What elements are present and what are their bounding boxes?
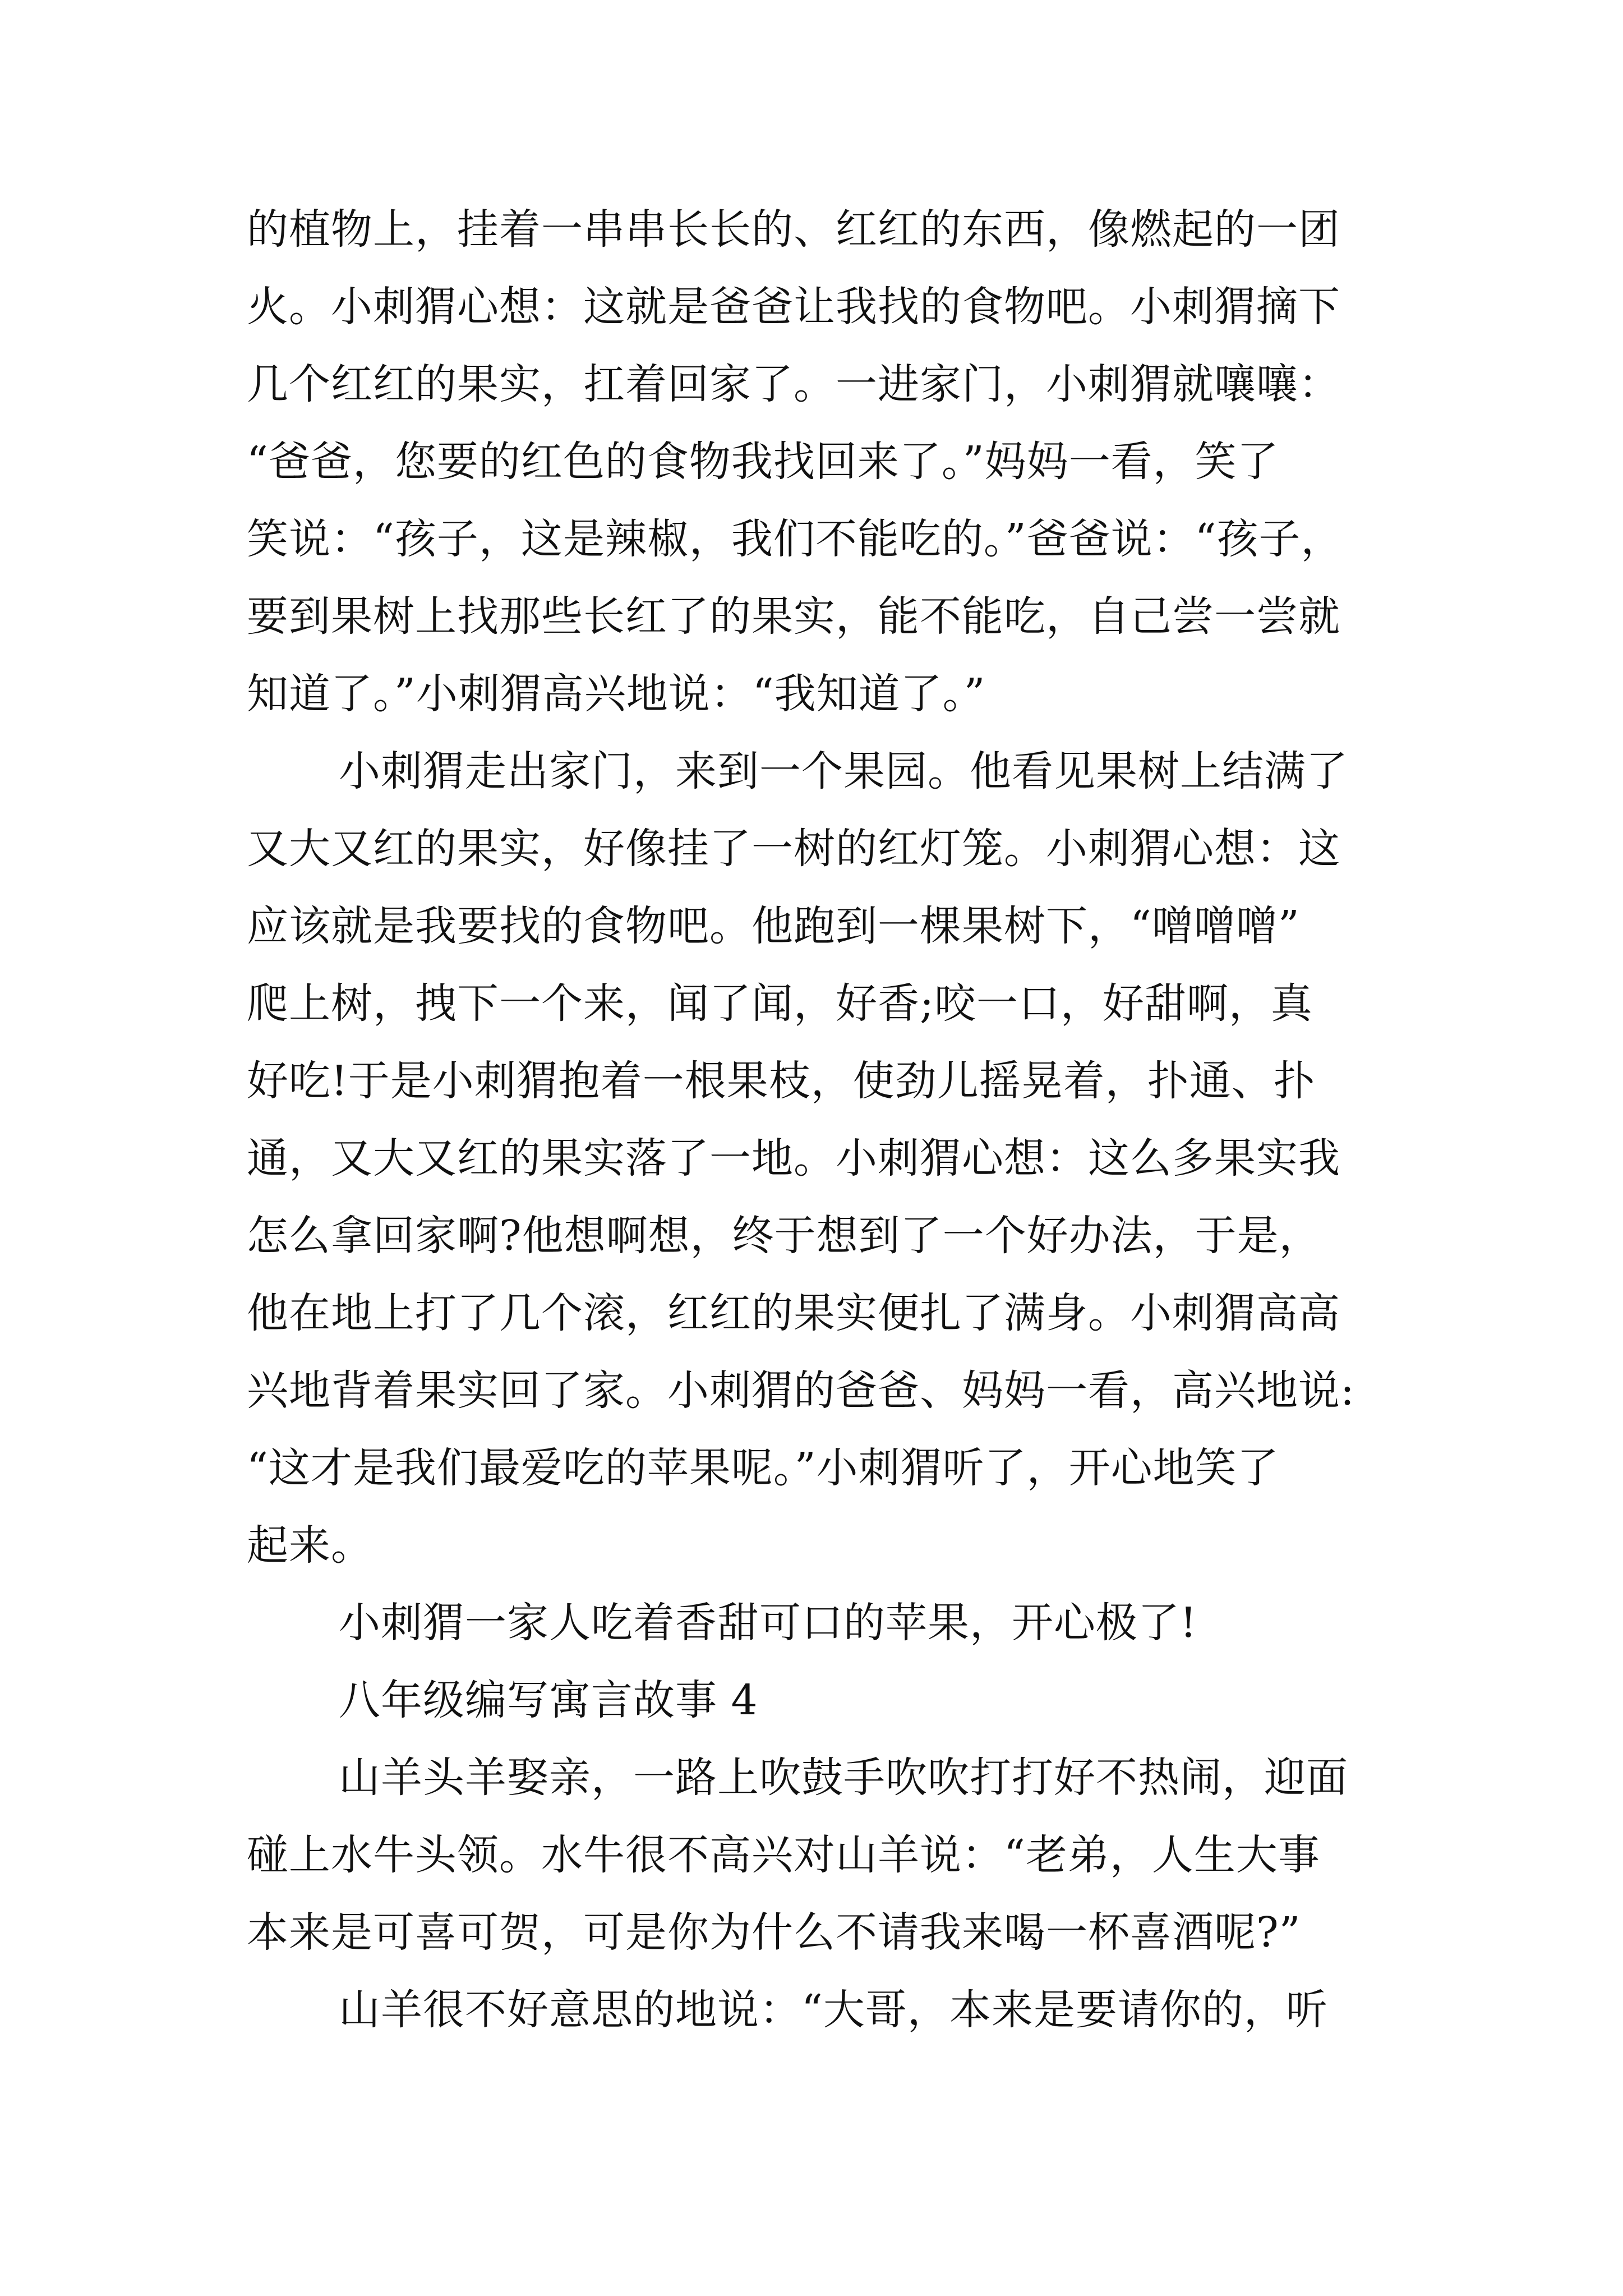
text-line: 通，又大又红的果实落了一地。小刺猬心想：这么多果实我	[247, 1134, 1340, 1182]
text-line: 的植物上，挂着一串串长长的、红红的东西，像燃起的一团	[247, 205, 1340, 254]
text-line: 要到果树上找那些长红了的果实，能不能吃，自己尝一尝就	[247, 592, 1340, 641]
section-heading: 八年级编写寓言故事 4	[339, 1676, 758, 1724]
paragraph-first-line: 山羊头羊娶亲，一路上吹鼓手吹吹打打好不热闹，迎面	[339, 1754, 1348, 1802]
text-line: “爸爸，您要的红色的食物我找回来了。”妈妈一看，笑了	[247, 438, 1279, 486]
text-line: 碰上水牛头领。水牛很不高兴对山羊说：“老弟，人生大事	[247, 1831, 1320, 1879]
document-body	[247, 191, 1391, 2049]
paragraph-first-line: 小刺猬走出家门，来到一个果园。他看见果树上结满了	[339, 747, 1348, 795]
text-line: 火。小刺猬心想：这就是爸爸让我找的食物吧。小刺猬摘下	[247, 283, 1340, 331]
text-line: 他在地上打了几个滚，红红的果实便扎了满身。小刺猬高高	[247, 1289, 1340, 1337]
text-line: 兴地背着果实回了家。小刺猬的爸爸、妈妈一看，高兴地说:	[247, 1366, 1355, 1415]
text-line: 起来。	[247, 1521, 373, 1570]
text-line: 几个红红的果实，扛着回家了。一进家门，小刺猬就嚷嚷：	[247, 360, 1340, 408]
text-line: 笑说：“孩子，这是辣椒，我们不能吃的。”爸爸说：“孩子，	[247, 515, 1343, 563]
text-line: 又大又红的果实，好像挂了一树的红灯笼。小刺猬心想：这	[247, 825, 1340, 873]
paragraph-first-line: 小刺猬一家人吃着香甜可口的苹果，开心极了!	[339, 1599, 1197, 1647]
text-line: 好吃!于是小刺猬抱着一根果枝，使劲儿摇晃着，扑通、扑	[247, 1057, 1316, 1105]
text-line: 怎么拿回家啊?他想啊想，终于想到了一个好办法，于是，	[247, 1212, 1321, 1260]
text-line: 爬上树，拽下一个来，闻了闻，好香;咬一口，好甜啊，真	[247, 979, 1313, 1028]
text-line: 本来是可喜可贺，可是你为什么不请我来喝一杯喜酒呢?”	[247, 1908, 1301, 1957]
paragraph-first-line: 山羊很不好意思的地说：“大哥，本来是要请你的，听	[339, 1986, 1328, 2034]
text-line: “这才是我们最爱吃的苹果呢。”小刺猬听了，开心地笑了	[247, 1444, 1279, 1492]
text-line: 知道了。”小刺猬高兴地说：“我知道了。”	[247, 670, 986, 718]
text-line: 应该就是我要找的食物吧。他跑到一棵果树下，“噌噌噌”	[247, 902, 1300, 950]
